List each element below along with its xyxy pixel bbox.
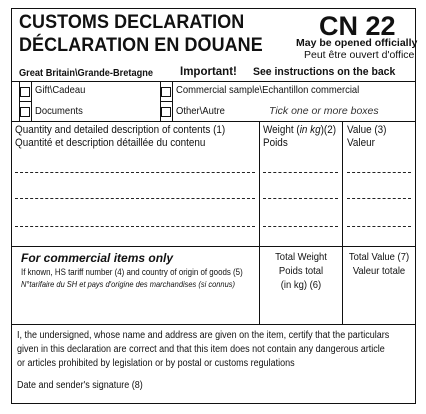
- see-instructions: See instructions on the back: [253, 66, 396, 78]
- documents-checkbox[interactable]: [20, 107, 30, 117]
- value-entry-line-1[interactable]: [347, 172, 411, 173]
- contents-entry-line-3[interactable]: [15, 226, 255, 227]
- tick-hint: Tick one or more boxes: [269, 105, 379, 117]
- commercial-items-heading: For commercial items only: [21, 251, 174, 265]
- other-label: Other\Autre: [176, 105, 225, 117]
- total-weight-fr: Poids total: [278, 265, 324, 277]
- contents-header-en: Quantity and detailed description of contents (1): [15, 124, 226, 136]
- value-entry-line-3[interactable]: [347, 226, 411, 227]
- hs-tariff-english: If known, HS tariff number (4) and country of origin of goods (5): [21, 267, 243, 277]
- gift-checkbox[interactable]: [20, 87, 30, 97]
- declaration-line-1: I, the undersigned, whose name and address are given on the item, certify that the particulars: [17, 330, 390, 341]
- gift-label: Gift\Cadeau: [35, 84, 86, 96]
- weight-header-fr: Poids: [263, 137, 288, 149]
- value-header-en: Value (3): [347, 124, 387, 136]
- declaration-line-3: or articles prohibited by legislation or by postal or customs regulations: [17, 358, 295, 369]
- total-weight-unit: (in kg) (6): [280, 279, 322, 291]
- value-entry-line-2[interactable]: [347, 198, 411, 199]
- commercial-sample-label: Commercial sample\Echantillon commercial: [176, 84, 360, 96]
- contents-header-fr: Quantité et description détaillée du contenu: [15, 137, 206, 149]
- contents-entry-line-2[interactable]: [15, 198, 255, 199]
- total-value-fr: Valeur totale: [352, 265, 406, 277]
- customs-declaration-form: [11, 8, 416, 404]
- weight-header-en: Weight (in kg)(2): [263, 124, 337, 136]
- declaration-line-2: given in this declaration are correct and that this item does not contain any dangerous article: [17, 344, 385, 355]
- commercial-sample-checkbox[interactable]: [161, 87, 171, 97]
- contents-entry-line-1[interactable]: [15, 172, 255, 173]
- title-english: CUSTOMS DECLARATION: [19, 11, 245, 33]
- may-open-english: May be opened officially: [296, 37, 418, 49]
- documents-label: Documents: [35, 105, 83, 117]
- total-weight-en: Total Weight: [275, 251, 327, 263]
- hs-tariff-french: N°tarifaire du SH et pays d'origine des marchandises (si connus): [21, 279, 235, 289]
- total-value-en: Total Value (7): [348, 251, 410, 263]
- form-code: CN 22: [319, 11, 396, 41]
- value-header-fr: Valeur: [347, 137, 375, 149]
- weight-entry-line-1[interactable]: [263, 172, 338, 173]
- other-checkbox[interactable]: [161, 107, 171, 117]
- signature-label: Date and sender's signature (8): [17, 380, 143, 391]
- country-label: Great Britain\Grande-Bretagne: [19, 67, 154, 79]
- important-label: Important!: [180, 66, 237, 78]
- weight-entry-line-2[interactable]: [263, 198, 338, 199]
- title-french: DÉCLARATION EN DOUANE: [19, 34, 263, 56]
- weight-entry-line-3[interactable]: [263, 226, 338, 227]
- may-open-french: Peut être ouvert d'office: [304, 49, 415, 61]
